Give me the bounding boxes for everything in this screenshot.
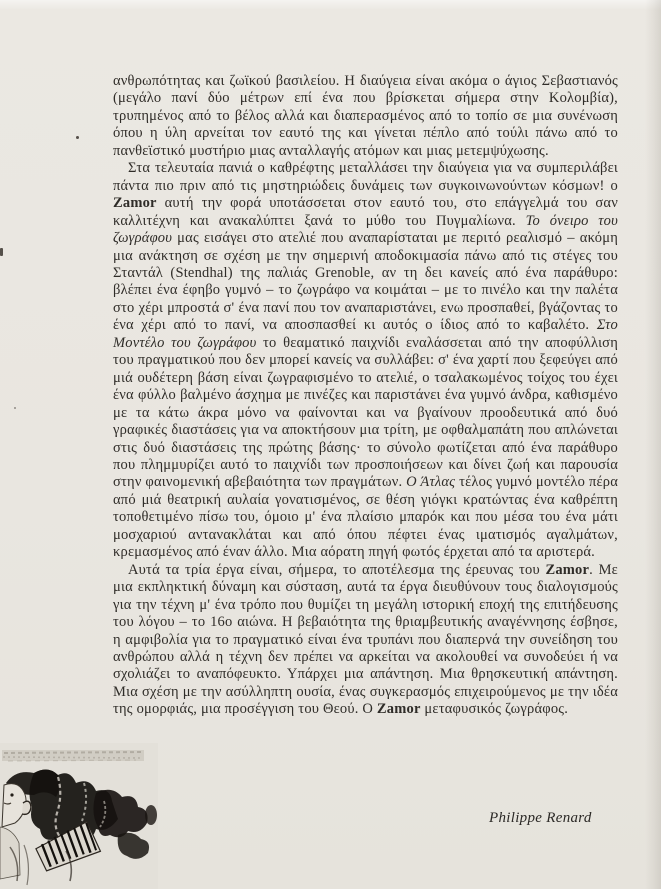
artist-name: Zamor <box>545 561 590 578</box>
artist-name: Zamor <box>113 195 157 212</box>
author-signature: Philippe Renard <box>489 810 592 826</box>
text-segment: μεταφυσικός ζωγράφος. <box>420 701 569 718</box>
paragraph-1 <box>113 73 618 160</box>
text-segment: τέλος γυμνό μοντέλο πέρα από μιά θεατρική αυλαία γονατισμένος, σε θέση γιόγκι κρατώντας ένα καθρέπτη τοποθετιμένο πίσω του, όμοιο μ' ένα πλαίσιο μπαρόκ και που μέσα του ένα μάτι μοσχαριού αντανακλάται και από όπου πέφτει ένας ιματισμός αγαλμάτων, κρεμασμένος από έναν άλλο. Μια αόρατη πηγή φωτός έρχεται από τα αριστερά. <box>113 474 619 561</box>
scan-speck <box>76 136 79 139</box>
text-segment: Στα τελευταία πανιά ο καθρέφτης μεταλλάσει την διαύγεια για να συμπεριλάβει πάντα πιο πριν από τις μηστηριώδεις δυνάμεις των συγκοινωνούντων κόσμων! ο <box>113 160 618 194</box>
scan-speck <box>0 248 3 256</box>
artist-name: Zamor <box>376 701 421 718</box>
artwork-title-dream-of-painter: Το όνειρο του ζωγράφου <box>113 212 618 247</box>
text-segment: μας εισάγει στο ατελιέ που αναπαρίσταται με περιτό ρεαλισμό – ακόμη μια ανάκτηση σε σχέση με την σημερινή αποδοκιμασία πάνω από τις στέγες του Σταντάλ (Stendhal) της παλιάς Grenoble, αν τη δει κανείς από ένα παράθυρο: βλέπει ένα έφηβο γυμνό – το ζωγράφο να κοιμάται – με το πινέλο και την παλέτα στο χέρι μπροστά σ' ένα πανί που τον αναπαριστάνει, ενω προσπαθεί, βγάζοντας το ένα χέρι από το πανί, να αποσπασθεί κι αυτός ο ίδιος από το καβαλέτο. <box>113 230 618 334</box>
artwork-title-painters-model: Στο Μοντέλο του ζωγράφου <box>113 317 618 351</box>
scan-speck <box>14 407 16 409</box>
text-segment: αυτή την φορά υποτάσσεται στον εαυτό του, στο επάγγελμά του σαν καλλιτέχνη και ανακαλύπτει ξανά το μύθο του Πυγμαλίωνα. <box>113 195 618 229</box>
engraving-artwork-image <box>0 743 158 889</box>
text-segment: Αυτά τα τρία έργα είναι, σήμερα, το αποτέλεσμα της έρευνας του <box>128 561 546 578</box>
text-segment: ανθρωπότητας και ζωϊκού βασιλείου. Η διαύγεια είναι ακόμα ο άγιος Σεβαστιανός (μεγάλο πανί δύο μέτρων επί ένα που βρίσκεται σήμερα στην Κολομβία), τρυπημένος από το βέλος αλλά και διαπερασμένος από το τοπίο σε μια συνένωση όπου η ύλη αρνείται τον εαυτό της και γίνεται πέπλο από τούλι πάνω από το πανθεϊστικό μυστήριο μιας ανταλλαγής ατόμων και μιας μετεμψύχωσης. <box>113 73 618 159</box>
article-text <box>113 73 618 719</box>
paragraph-3 <box>113 562 618 719</box>
grain-band <box>2 750 144 761</box>
paragraph-2 <box>113 160 618 561</box>
engraving-artwork <box>0 743 158 889</box>
page-top-edge <box>0 0 661 10</box>
text-segment: . Με μια εκπληκτική δύναμη και σύσταση, αυτά τα έργα διευθύνουν τους διαλογισμούς για την τέχνη μ' ένα τρόπο που θυμίζει τη μεγάλη ιστορική εποχή της επιτήδευσης του λόγου – το 16ο αιώνα. Η βεβαιότητα της θριαμβευτικής αναγέννησης έσβησε, η αμφιβολία για το πραγματικό είναι ένα τρυπάνι που διαπερνά την συνείδηση του ανθρώπου αλλά η τέχνη δεν πρέπει να αρκείται να ακολουθεί να συνοδεύει ή να σχολιάζει το αναπόφευκτο. Υπάρχει μια απάντηση. Μια θρησκευτική απάντηση. Μια σχέση με την ασύλληπτη ουσία, ένας συγκερασμός επιχειρούμενος με την ιδέα της ομορφιάς, μια προσέγγιση του Θεού. Ο <box>113 561 618 718</box>
page-right-edge <box>645 0 661 889</box>
artwork-title-atlas: Ο Άτλας <box>406 474 456 491</box>
text-segment: το θεαματικό παιχνίδι εναλάσσεται από την αποφύλλιση του πραγματικού που δεν μπορεί κανείς να συλλάβει: σ' ένα χαρτί που ξεφεύγει από μιά ουδέτερη βάση είναι ζωγραφισμένο το ατελιέ, ο τσαλακωμένος τοίχος του έχει ένα φύλλο βαλμένο άσχημα με πινέζες και παριστάνει ένα γυμνό άνδρα, καθισμένο με τα κάτω άκρα μόνο να φαίνονται και να βγαίνουν προοδευτικά από δυό γραφικές διαστάσεις για να αποκτήσουν μια τρίτη, με οφθαλμαπάτη που απλώνεται στις δυό διαστάσεις της πρώτης βάσης· το σύνολο φωτίζεται από ένα παράθυρο που πλημμυρίζει αυτό το παιχνίδι των προσποιήσεων και δίνει ζωή και παρουσία στην φαινομενική αβεβαιότητα των πραγμάτων. <box>113 334 618 491</box>
